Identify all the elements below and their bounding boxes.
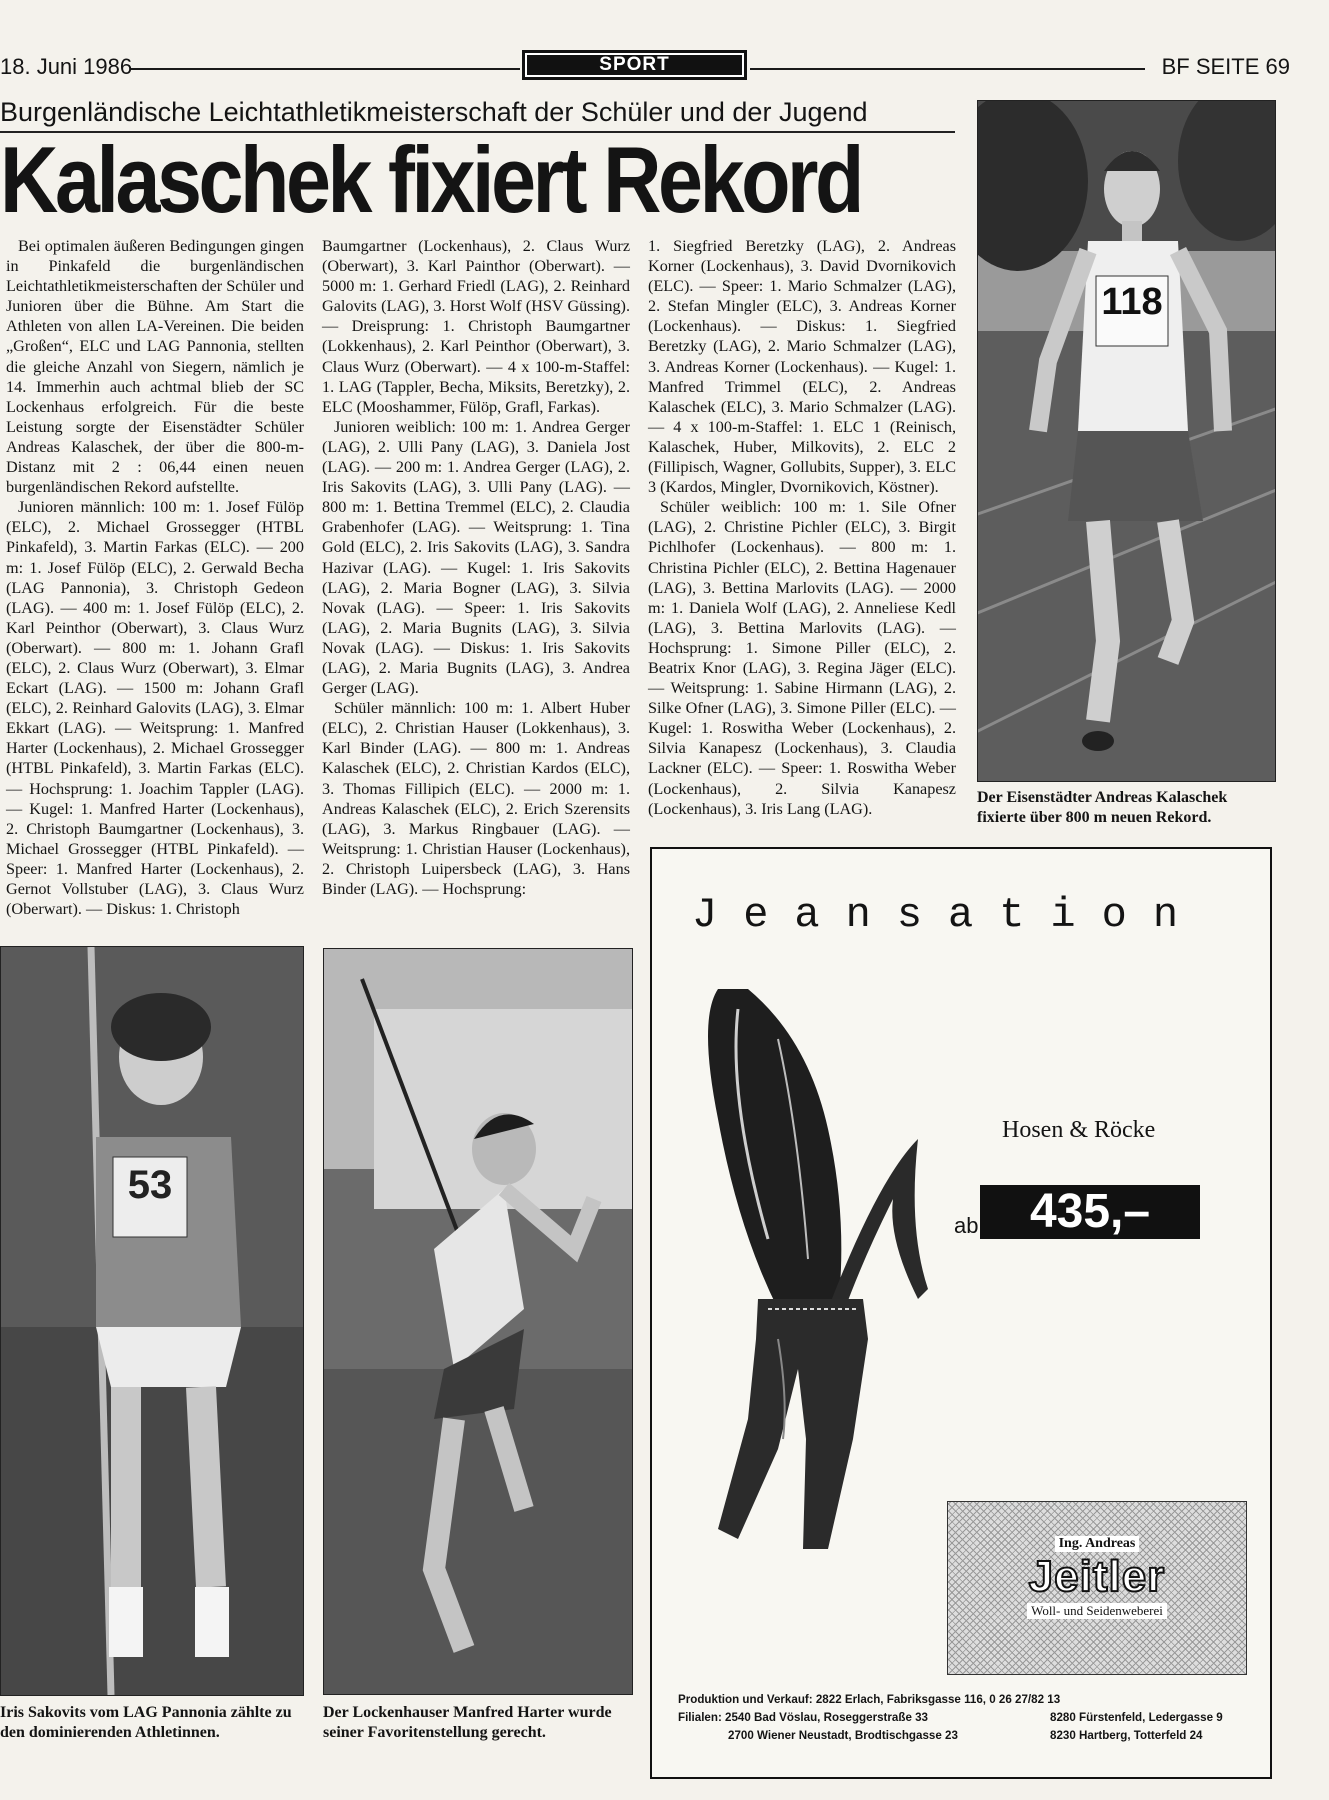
jeitler-logo — [947, 1501, 1247, 1675]
section-label: SPORT — [522, 50, 747, 80]
article-intro: Bei optimalen äußeren Bedingungen gingen in Pinkafeld die burgenländischen Leichtathletikmeisterschaften der Schüler und Junioren über die Bühne. Am Start die Athleten von allen LA-Vereinen. Die beiden „Großen“, ELC und LAG Pannonia, stellten die gleiche Anzahl von Siegern, nämlich je 14. Immerhin auch achtmal blieb der SC Lockenhaus erfolgreich. Für die beste Leistung sorgte der Eisenstädter Schüler Andreas Kalaschek, der über die 800-m-Distanz mit 2 : 06,44 einen neuen burgenländischen Rekord aufstellte. — [6, 237, 305, 497]
athlete-girl-figure — [1, 947, 303, 1695]
ad-price-prefix: ab — [954, 1213, 979, 1238]
address-line: Filialen: 2540 Bad Vöslau, Roseggerstraße 33 8280 Fürstenfeld, Ledergasse 9 — [678, 1711, 1223, 1724]
logo-small-text: Ing. Andreas — [1055, 1536, 1140, 1552]
article-paragraph: Junioren weiblich: 100 m: 1. Andrea Gerger (LAG), 2. Ulli Pany (LAG), 3. Daniela Jost (LAG). — 200 m: 1. Andrea Gerger (LAG), 2. Iris Sakovits (LAG), 3. Ulli Pany (LAG). — 800 m: 1. Bettina Tremmel (ELC), 2. Claudia Grabenhofer (LAG). — Weitsprung: 1. Tina Gold (ELC), 2. Iris Sakovits (LAG), 3. Sandra Hazivar (LAG). — Kugel: 1. Iris Sakovits (LAG), 2. Maria Bogner (LAG), 3. Silvia Novak (LAG). — Speer: 1. Iris Sakovits (LAG), 2. Maria Bugnits (LAG), 3. Silvia Novak (LAG). — Diskus: 1. Iris Sakovits (LAG), 2. Maria Bugnits (LAG), 3. Andrea Gerger (LAG). — [322, 417, 630, 698]
advertisement — [650, 847, 1272, 1779]
logo-name: Jeitler — [1028, 1552, 1166, 1601]
page-number: BF SEITE 69 — [1161, 54, 1290, 79]
article-column-1 — [6, 236, 304, 919]
address-line: Produktion und Verkauf: 2822 Erlach, Fabriksgasse 116, 0 26 27/82 13 — [678, 1693, 1061, 1706]
girl-caption: Iris Sakovits vom LAG Pannonia zählte zu den dominierenden Athletinnen. — [0, 1704, 292, 1741]
girl-bib: 53 — [127, 1163, 173, 1207]
headline: Kalaschek fixiert Rekord — [0, 127, 861, 232]
banana-jeans-icon — [678, 979, 938, 1559]
article-paragraph: Baumgartner (Lockenhaus), 2. Claus Wurz (Oberwart), 3. Karl Painthor (Oberwart). — 5000 m: 1. Gerhard Friedl (LAG), 2. Reinhard Galovits (LAG), 3. Horst Wolf (HSV Güssing). — Dreisprung: 1. Christoph Baumgartner (Lokkenhaus), 2. Karl Peinthor (Oberwart), 3. Claus Wurz (Oberwart). — 4 x 100-m-Staffel: 1. LAG (Tappler, Becha, Miksits, Beretzky), 2. ELC (Mooshammer, Fülöp, Grafl, Farkas). — [322, 237, 630, 416]
javelin-figure — [324, 949, 632, 1694]
logo-tagline: Woll- und Seidenweberei — [1027, 1603, 1167, 1619]
runner-bib: 118 — [1101, 281, 1163, 323]
runner-figure — [978, 101, 1275, 781]
issue-date: 18. Juni 1986 — [0, 54, 133, 79]
page-header — [0, 48, 1290, 88]
ad-brand: Jeansation — [692, 891, 1205, 939]
javelin-photo — [323, 948, 633, 1695]
ad-price: 435,– — [980, 1185, 1200, 1239]
article-column-3 — [648, 236, 956, 819]
header-rule-right — [750, 68, 1145, 70]
article-column-2 — [322, 236, 630, 899]
article-paragraph: Junioren männlich: 100 m: 1. Josef Fülöp (ELC), 2. Michael Grossegger (HTBL Pinkafeld), 3. Martin Farkas (ELC). — 200 m: 1. Josef Fülöp (ELC), 2. Gerwald Becha (LAG Pannonia), 3. Christoph Gedeon (LAG). — 400 m: 1. Josef Fülöp (ELC), 2. Karl Peinthor (Oberwart), 3. Claus Wurz (Oberwart). — 800 m: 1. Johann Grafl (ELC), 2. Claus Wurz (Oberwart), 3. Elmar Eckart (LAG). — 1500 m: Johann Grafl (ELC), 2. Reinhard Galovits (LAG), 3. Elmar Ekkart (LAG). — Weitsprung: 1. Manfred Harter (Lockenhaus), 2. Michael Grossegger (HTBL Pinkafeld), 3. Martin Farkas (ELC). — Hochsprung: 1. Joachim Tappler (LAG). — Kugel: 1. Manfred Harter (Lockenhaus), 2. Christoph Baumgartner (Lockenhaus), 3. Michael Grossegger (HTBL Pinkafeld). — Speer: 1. Manfred Harter (Lockenhaus), 2. Gernot Vollstuber (LAG), 3. Claus Wurz (Oberwart). — Diskus: 1. Christoph — [6, 498, 304, 919]
athlete-girl-photo — [0, 946, 304, 1696]
ad-product: Hosen & Röcke — [1002, 1117, 1156, 1143]
javelin-caption: Der Lockenhauser Manfred Harter wurde seiner Favoritenstellung gerecht. — [323, 1704, 612, 1741]
runner-photo — [977, 100, 1276, 782]
article-paragraph: Schüler weiblich: 100 m: 1. Sile Ofner (LAG), 2. Christine Pichler (ELC), 3. Birgit Pichlhofer (Lockenhaus). — 800 m: 1. Christina Pichler (ELC), 2. Bettina Hagenauer (LAG), 3. Bettina Marlovits (LAG). — 2000 m: 1. Daniela Wolf (LAG), 2. Anneliese Kedl (LAG), 3. Bettina Marlovits (LAG). — Hochsprung: 1. Simone Piller (ELC), 2. Beatrix Knor (LAG), 3. Regina Jäger (ELC). — Weitsprung: 1. Sabine Hirmann (LAG), 2. Silke Ofner (LAG), 3. Simone Piller (ELC). — Kugel: 1. Roswitha Weber (Lockenhaus), 2. Silvia Kanapesz (Lockenhaus), 3. Claudia Lackner (ELC). — Speer: 1. Roswitha Weber (Lockenhaus), 2. Silvia Kanapesz (Lockenhaus), 3. Iris Lang (LAG). — [648, 498, 956, 818]
header-rule-left — [130, 68, 520, 70]
article-paragraph: 1. Siegfried Beretzky (LAG), 2. Andreas Korner (Lockenhaus), 3. David Dvornikovich (ELC). — Speer: 1. Mario Schmalzer (LAG), 2. Stefan Mingler (ELC), 3. Andreas Korner (Lockenhaus). — Diskus: 1. Siegfried Beretzky (LAG), 2. Mario Schmalzer (LAG), 3. Andreas Korner (Lockenhaus). — Kugel: 1. Manfred Trimmel (ELC), 2. Andreas Kalaschek (ELC), 3. Mario Schmalzer (LAG). — 4 x 100-m-Staffel: 1. ELC 1 (Reinisch, Kalaschek, Huber, Milkovits), 2. ELC 2 (Fillipisch, Wagner, Gollubits, Supper), 3. ELC 3 (Kardos, Mingler, Dvornikovich, Köstner). — [648, 237, 956, 497]
article-paragraph: Schüler männlich: 100 m: 1. Albert Huber (ELC), 2. Christian Hauser (Lokkenhaus), 3. Karl Binder (LAG). — 800 m: 1. Andreas Kalaschek (ELC), 2. Christian Kardos (ELC), 3. Thomas Fillipich (ELC). — 2000 m: 1. Andreas Kalaschek (ELC), 2. Erich Szerensits (LAG), 3. Markus Ringbauer (LAG). — Weitsprung: 1. Christian Hauser (Lockenhaus), 2. Christoph Luipersbeck (LAG), 3. Hans Binder (LAG). — Hochsprung: — [322, 699, 630, 898]
address-line: 2700 Wiener Neustadt, Brodtischgasse 23 8230 Hartberg, Totterfeld 24 — [728, 1729, 1203, 1742]
runner-caption: Der Eisenstädter Andreas Kalaschek fixierte über 800 m neuen Rekord. — [977, 789, 1228, 826]
kicker: Burgenländische Leichtathletikmeisterschaft der Schüler und der Jugend — [0, 97, 868, 127]
